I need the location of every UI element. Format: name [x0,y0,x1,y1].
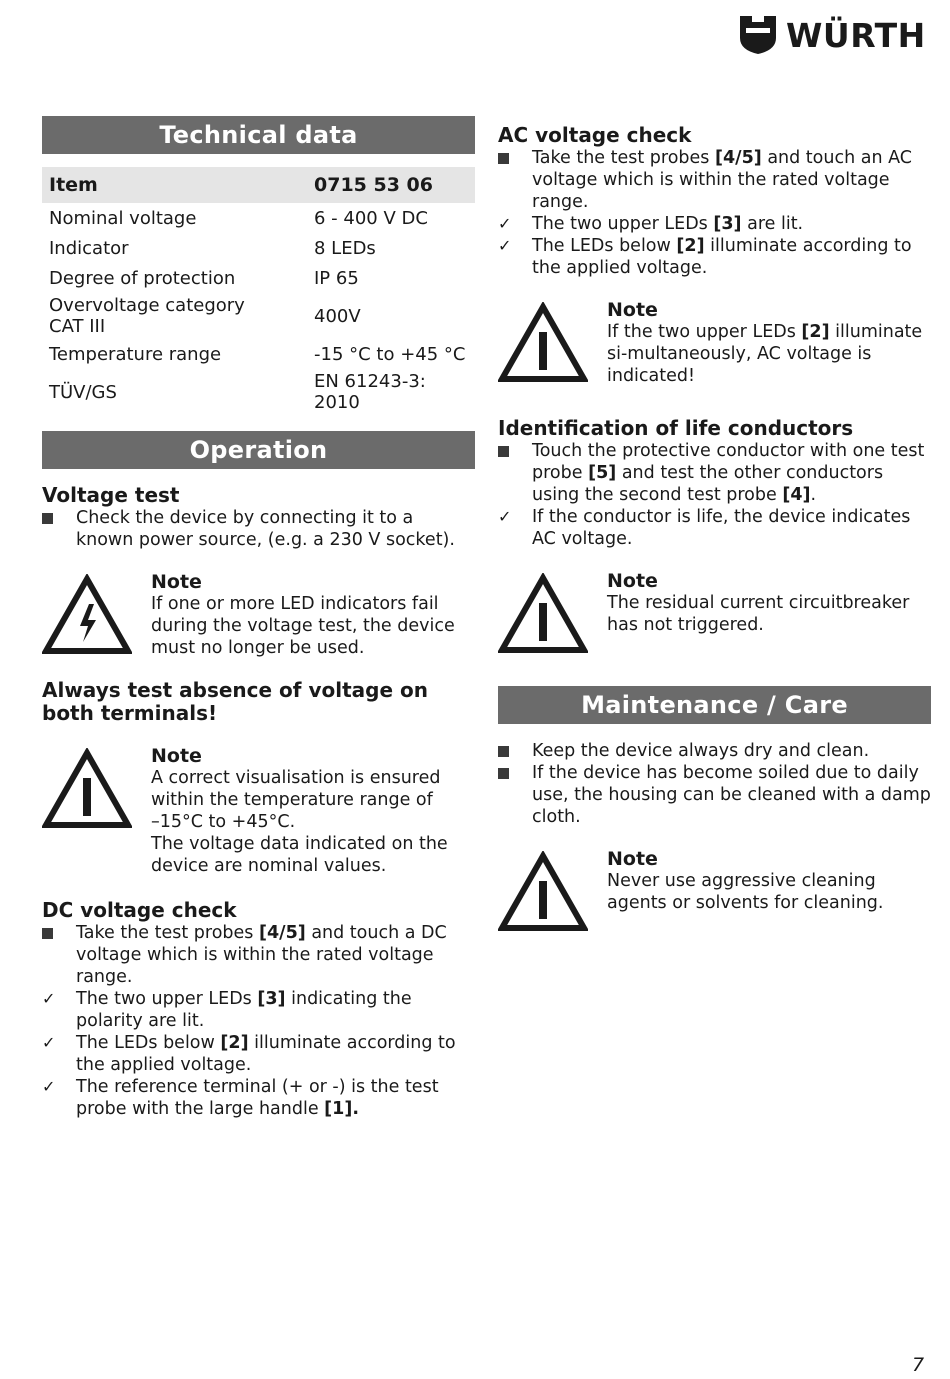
ac-voltage-check-heading: AC voltage check [498,123,692,147]
checkmark-icon: ✓ [498,507,512,526]
row-label: Temperature range [49,343,222,365]
row-label: Indicator [49,237,129,259]
note-title: Note [151,571,202,593]
high-voltage-warning-icon [42,571,151,661]
voltage-test-heading: Voltage test [42,483,180,507]
list-item: Check the device by connecting it to a known power source, (e.g. a 230 V socket). [42,507,475,551]
brand-name: WÜRTH [786,15,926,55]
warning-exclamation-icon [498,570,607,660]
table-row [42,339,475,369]
note-line: The voltage data indicated on the device are nominal values. [151,834,448,876]
header-item-cell: Item [42,167,307,203]
note-text: The residual current circuitbreaker has not triggered. [607,593,910,635]
checkmark-icon: ✓ [498,236,512,255]
note-title: Note [151,745,202,767]
row-label: Overvoltage category CAT III [49,295,245,337]
left-column [42,116,475,1120]
table-header-row [42,167,475,203]
row-value: 6 - 400 V DC [314,207,428,229]
maintenance-list [498,740,931,828]
list-item: Keep the device always dry and clean. [498,740,931,762]
note-ac-indication [498,299,931,389]
wurth-logo-mark-icon [738,14,778,56]
list-item: Touch the protective conductor with one test probe [5] and test the other conductors using the second test probe [4]. [498,440,931,506]
square-bullet-icon [42,922,66,945]
square-bullet-icon [42,507,66,530]
life-conductors-list [498,440,931,550]
right-column [498,116,931,938]
row-label: TÜV/GS [49,381,117,403]
dc-voltage-check-heading: DC voltage check [42,898,237,922]
row-label: Degree of protection [49,267,236,289]
note-circuitbreaker [498,570,931,660]
note-title: Note [607,299,658,321]
note-text: If the two upper LEDs [2] illuminate si-multaneously, AC voltage is indicated! [607,322,923,386]
square-bullet-icon [498,762,522,785]
note-text: If one or more LED indicators fail during the voltage test, the device must no longer be used. [151,594,455,658]
table-row [42,233,475,263]
row-label: Nominal voltage [49,207,197,229]
operation-banner: Operation [42,431,475,469]
table-row [42,263,475,293]
checkmark-icon: ✓ [42,989,56,1008]
note-led-failure [42,571,475,661]
header-value-cell: 0715 53 06 [307,167,475,203]
checkmark-icon: ✓ [498,214,512,233]
note-line: A correct visualisation is ensured within the temperature range of [151,768,441,810]
voltage-test-list [42,507,475,551]
warning-exclamation-icon [498,848,607,938]
list-item: ✓ The LEDs below [2] illuminate according to the applied voltage. [498,236,912,278]
warning-exclamation-icon [498,299,607,389]
row-value: IP 65 [314,267,359,289]
square-bullet-icon [498,440,522,463]
list-item: ✓ If the conductor is life, the device indicates AC voltage. [498,507,911,549]
row-value: 8 LEDs [314,237,376,259]
note-line: –15°C to +45°C. [151,812,296,832]
note-title: Note [607,570,658,592]
note-text: Never use aggressive cleaning agents or solvents for cleaning. [607,871,884,913]
note-cleaning-agents [498,848,931,938]
note-title: Note [607,848,658,870]
dc-check-list [42,922,475,1120]
life-conductors-heading: Identification of life conductors [498,416,854,440]
checkmark-icon: ✓ [42,1033,56,1052]
square-bullet-icon [498,147,522,170]
maintenance-banner: Maintenance / Care [498,686,931,724]
always-test-heading: Always test absence of voltage on both terminals! [42,678,428,725]
list-item: Take the test probes [4/5] and touch an AC voltage which is within the rated voltage range. [498,147,931,213]
technical-data-table [42,167,475,415]
row-value: 400V [314,305,361,327]
list-item: If the device has become soiled due to daily use, the housing can be cleaned with a damp cloth. [498,762,931,828]
table-row [42,369,475,415]
table-row [42,203,475,233]
ac-check-list [498,147,931,279]
table-row [42,293,475,339]
technical-data-banner: Technical data [42,116,475,154]
warning-exclamation-icon [42,745,151,835]
list-item: Take the test probes [4/5] and touch a DC voltage which is within the rated voltage range. [42,922,475,988]
list-item: ✓ The two upper LEDs [3] indicating the polarity are lit. [42,989,412,1031]
row-value: EN 61243-3: 2010 [314,371,426,413]
checkmark-icon: ✓ [42,1077,56,1096]
list-item: ✓ The LEDs below [2] illuminate according to the applied voltage. [42,1033,456,1075]
row-value: -15 °C to +45 °C [314,343,466,365]
wurth-logo [738,12,938,58]
list-item: ✓ The reference terminal (+ or -) is the test probe with the large handle [1]. [42,1077,439,1119]
page-number: 7 [912,1354,925,1376]
list-item: ✓ The two upper LEDs [3] are lit. [498,214,804,234]
square-bullet-icon [498,740,522,763]
note-temperature [42,745,475,877]
